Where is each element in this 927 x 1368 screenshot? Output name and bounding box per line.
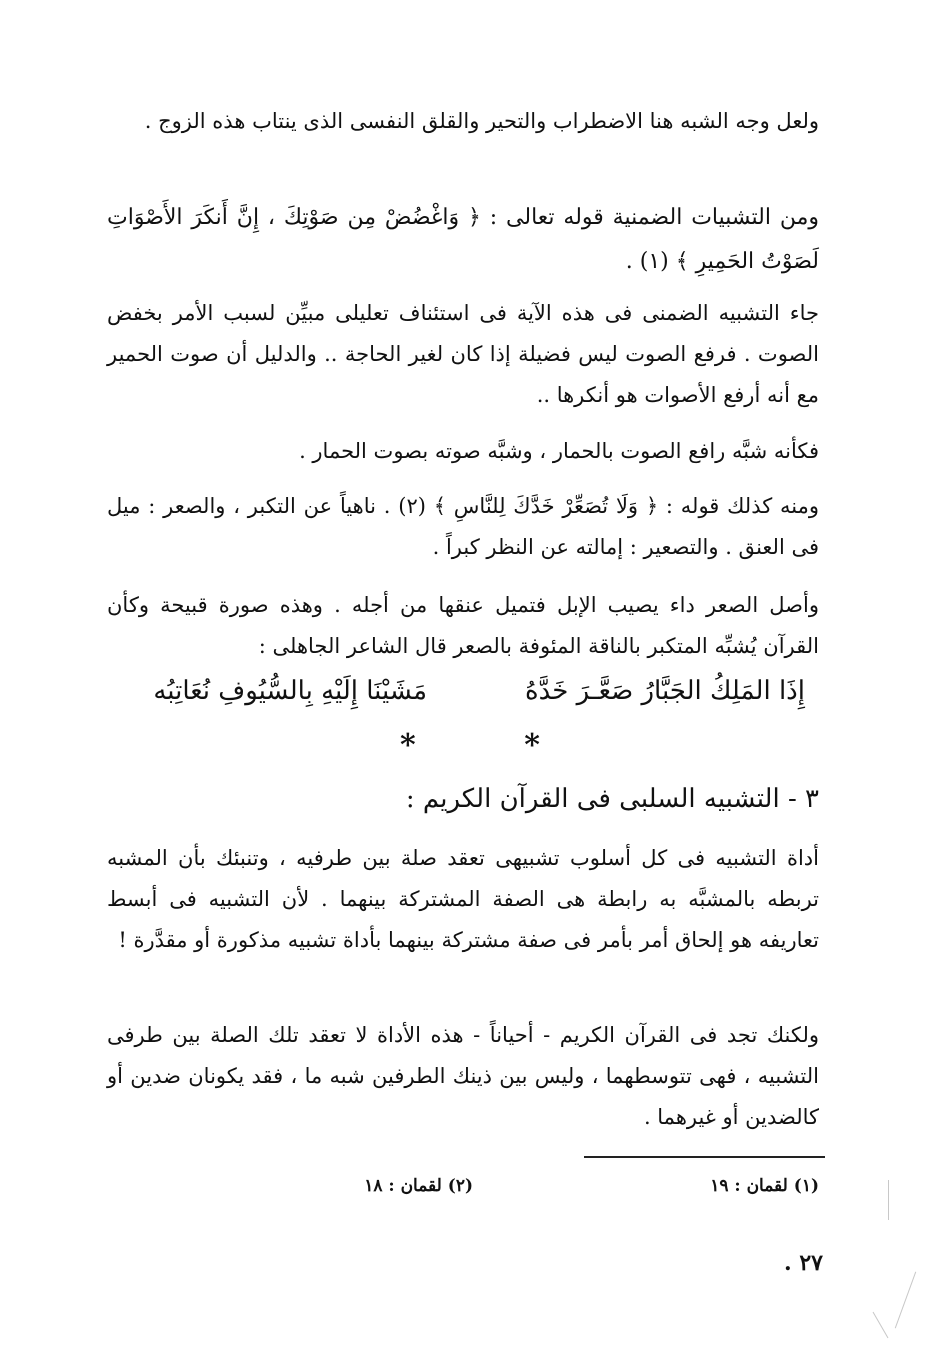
separator-star: * bbox=[524, 728, 540, 763]
scan-mark bbox=[873, 1312, 889, 1338]
paragraph-1: ولعل وجه الشبه هنا الاضطراب والتحير والقلق النفسى الذى ينتاب هذه الزوج . bbox=[144, 109, 819, 133]
poem-second-hemistich: مَشَيْنَا إِلَيْهِ بِالسُّيُوفِ نُعَاتِبُه bbox=[153, 676, 427, 706]
footnote-divider bbox=[584, 1156, 825, 1158]
paragraph-4: فكأنه شبَّه رافع الصوت بالحمار ، وشبَّه صوته بصوت الحمار . bbox=[299, 439, 819, 463]
footnote-1: (١) لقمان : ١٩ bbox=[710, 1176, 819, 1196]
paragraph-6: وأصل الصعر داء يصيب الإبل فتميل عنقها من أجله . وهذه صورة قبيحة وكأن القرآن يُشبِّه المتكبر بالناقة المئوفة بالصعر قال الشاعر الجاهلى : bbox=[107, 593, 819, 658]
section-paragraph-2: ولكنك تجد فى القرآن الكريم - أحياناً - هذه الأداة لا تعقد تلك الصلة بين طرفى التشبيه ، فهى تتوسطهما ، وليس بين ذينك الطرفين شبه ما ، فقد يكونان ضدين أو كالضدين أو غيرهما . bbox=[107, 1023, 819, 1129]
footnote-2: (٢) لقمان : ١٨ bbox=[364, 1176, 473, 1196]
section-heading: ٣ - التشبيه السلبى فى القرآن الكريم : bbox=[405, 784, 819, 814]
scan-mark bbox=[888, 1180, 889, 1220]
paragraph-quran-verse-1: ومن التشبيات الضمنية قوله تعالى : ﴿ وَاغْضُضْ مِن صَوْتِكَ ، إِنَّ أَنكَرَ الأَصْوَاتِ لَصَوْتُ الحَمِيرِ ﴾ (١) . bbox=[107, 205, 819, 274]
section-separator bbox=[400, 728, 540, 763]
paragraph-quran-verse-2: ومنه كذلك قوله : ﴿ وَلَا تُصَعِّرْ خَدَّكَ لِلنَّاسِ ﴾ (٢) . ناهياً عن التكبر ، والصعر : ميل فى العنق . والتصعير : إمالته عن النظر كبراً . bbox=[107, 494, 819, 559]
poem-first-hemistich: إِذَا المَلِكُ الجَبَّارُ صَعَّـرَ خَدَّهُ bbox=[525, 676, 805, 706]
section-paragraph-1: أداة التشبيه فى كل أسلوب تشبيهى تعقد صلة بين طرفيه ، وتنبئك بأن المشبه تربطه بالمشبَّه به رابطة هى الصفة المشتركة بينهما . لأن التشبيه فى أبسط تعاريفه هو إلحاق أمر بأمر فى صفة مشتركة بينهما بأداة تشبيه مذكورة أو مقدَّرة ! bbox=[107, 846, 819, 952]
separator-star: * bbox=[400, 728, 416, 763]
scan-mark bbox=[895, 1272, 916, 1329]
page-number: ٢٧ . bbox=[784, 1250, 823, 1276]
paragraph-3: جاء التشبيه الضمنى فى هذه الآية فى استئناف تعليلى مبيِّن لسبب الأمر بخفض الصوت . فرفع الصوت ليس فضيلة إذا كان لغير الحاجة .. والدليل أن صوت الحمير مع أنه أرفع الأصوات هو أنكرها .. bbox=[107, 301, 819, 407]
